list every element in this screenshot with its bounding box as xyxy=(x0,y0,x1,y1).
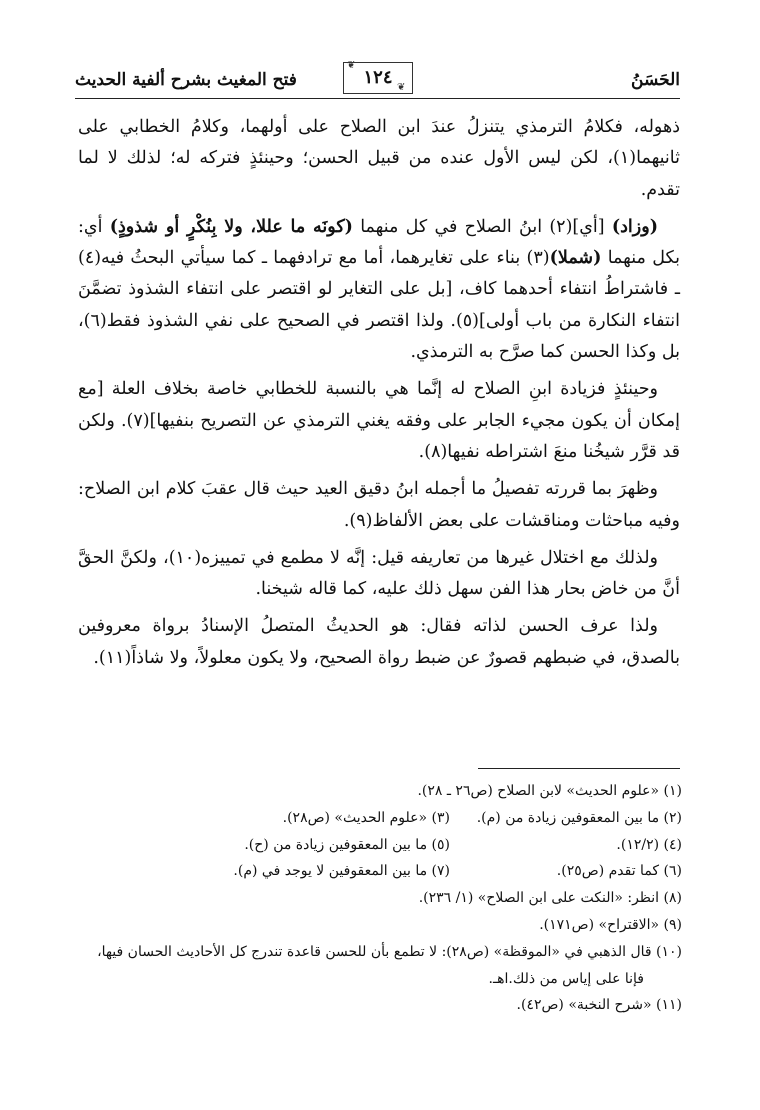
footnote-7: (٧) ما بين المعقوفين لا يوجد في (م). xyxy=(233,863,450,880)
section-title: الحَسَنُ xyxy=(631,70,680,90)
footnote-6: (٦) كما تقدم (ص٢٥). xyxy=(556,863,682,880)
running-header xyxy=(75,60,680,100)
footnote-3: (٣) «علوم الحديث» (ص٢٨). xyxy=(282,809,450,826)
footnote-5: (٥) ما بين المعقوفين زيادة من (ح). xyxy=(244,836,450,853)
paragraph-2 xyxy=(78,212,680,368)
paragraph-3: وحينئذٍ فزيادة ابنِ الصلاح له إنَّما هي بالنسبة للخطابي خاصة بخلاف العلة [مع إمكان أن يكون مجيء الجابر على وفقه يغني الترمذي عن التصريح بنفيها](٧). ولكن قد قرَّر شيخُنا منعَ اشتراطه نفيها(٨). xyxy=(78,379,680,462)
bold-term: (كونَه ما عللا، ولا بِنُكْرٍ أو شذوذٍ) xyxy=(109,216,353,237)
text-run: أي: بكل منهما xyxy=(78,216,680,269)
footnote-row xyxy=(78,832,682,859)
footnote-9: (٩) «الاقتراح» (ص١٧١). xyxy=(539,916,682,933)
footnote-11: (١١) «شرح النخبة» (ص٤٢). xyxy=(516,997,682,1014)
paragraph-4: وظهرَ بما قررته تفصيلُ ما أجمله ابنُ دقيق العيد حيث قال عقبَ كلام ابن الصلاح: وفيه مباحثات ومناقشات على بعض الألفاظ(٩). xyxy=(78,479,680,531)
footnotes xyxy=(78,778,682,1019)
footnote-separator xyxy=(478,768,680,769)
footnote-row xyxy=(78,858,682,885)
footnote-2: (٢) ما بين المعقوفين زيادة من (م). xyxy=(476,809,682,826)
paragraph-5: ولذلك مع اختلال غيرها من تعاريفه قيل: إنَّه لا مطمع في تمييزه(١٠)، ولكنَّ الحقَّ أنَّ من خاض بحار هذا الفن سهل ذلك عليه، كما قاله شيخنا. xyxy=(78,547,680,600)
header-rule xyxy=(75,98,680,99)
bold-term: (وزاد) xyxy=(611,216,658,237)
footnote-4: (٤) (١٢/٢). xyxy=(616,836,682,853)
main-text xyxy=(78,112,680,680)
text-run: (٣) بناء على تغايرهما، أما مع ترادفهما ـ كما سيأتي البحثُ فيه(٤) ـ فاشتراطُ انتفاء أحدهما كاف، [بل على التغاير لو اقتصر على انتفاء الشذوذ تضمَّنَ انتفاء النكارة من باب أولى](٥). ولذا اقتصر في الصحيح على نفي الشذوذ فقط(٦)، بل وكذا الحسن كما صرَّح به الترمذي. xyxy=(78,248,680,363)
footnote-1: (١) «علوم الحديث» لابن الصلاح (ص٢٦ ـ ٢٨). xyxy=(417,783,682,799)
paragraph-1: ذهوله، فكلامُ الترمذي يتنزلُ عندَ ابن الصلاح على أولهما، وكلامُ الخطابي على ثانيهما(١)، لكن ليس الأول عنده من قبيل الحسن؛ وحينئذٍ فتركه له؛ لذلك لا لما تقدم. xyxy=(78,117,680,200)
book-title: فتح المغيث بشرح ألفية الحديث xyxy=(75,70,297,90)
corner-ornament-icon: ❦ xyxy=(397,82,406,93)
footnote-8: (٨) انظر: «النكت على ابن الصلاح» (١/ ٢٣٦). xyxy=(418,890,682,907)
paragraph-6: ولذا عرف الحسن لذاته فقال: هو الحديثُ المتصلُ الإسنادُ برواة معروفين بالصدق، في ضبطهم قصورٌ عن ضبط رواة الصحيح، ولا يكون معلولاً، ولا شاذاً(١١). xyxy=(78,616,680,668)
page-number: ١٢٤ xyxy=(363,67,393,88)
bold-term: (شملا) xyxy=(549,248,602,269)
corner-ornament-icon: ❦ xyxy=(347,60,356,71)
text-run: [أي](٢) ابنُ الصلاح في كل منهما xyxy=(352,216,612,237)
footnote-10: (١٠) قال الذهبي في «الموقظة» (ص٢٨): لا تطمع بأن للحسن قاعدة تندرج كل الأحاديث الحسان فيها، فإنا على إياس من ذلك.اهـ. xyxy=(97,943,682,987)
footnote-row xyxy=(78,805,682,832)
